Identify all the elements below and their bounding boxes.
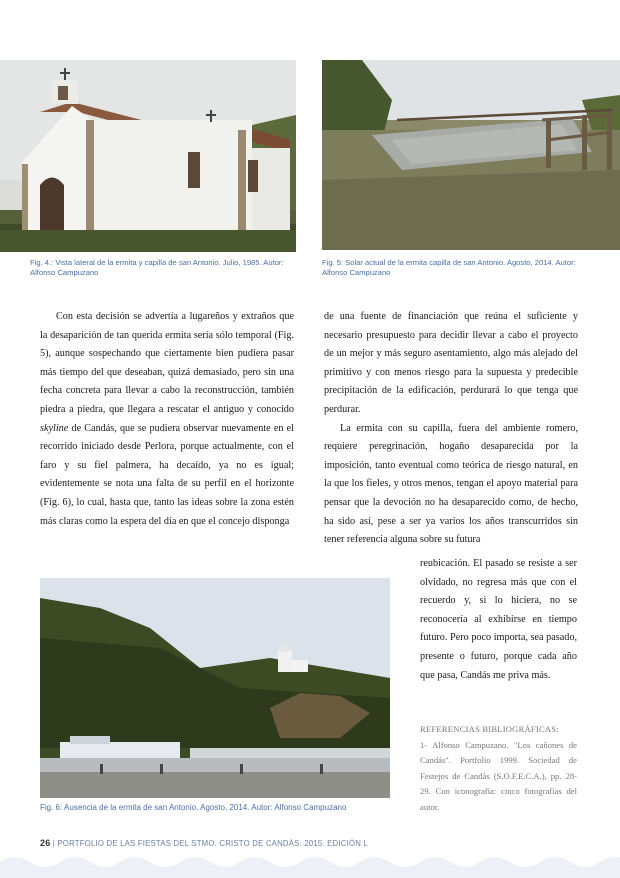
footer-separator: | — [52, 839, 56, 848]
fig6-photo — [40, 578, 390, 798]
fig4-photo — [0, 60, 296, 252]
body-column-1 — [40, 308, 294, 531]
fig4-caption: Fig. 4.: Vista lateral de la ermita y capilla de san Antonio. Julio, 1985. Autor: Alfonso Campuzano — [30, 258, 284, 277]
footer-text: PORTFOLIO DE LAS FIESTAS DEL STMO. CRISTO DE CANDÁS. 2015. EDICIÓN L — [57, 839, 368, 848]
page-footer — [40, 838, 368, 848]
references — [420, 722, 577, 815]
body-paragraph-2: de una fuente de financiación que reúna el suficiente y necesario presupuesto para decidir llevar a cabo el proyecto de un mejor y más seguro asentamiento, algo más alejado del primitivo y con menos riesgo para la supuesta y predecible precipitación de la edificación, perdurará lo que tenga que perdurar. — [324, 311, 578, 415]
fig5-caption: Fig. 5: Solar actual de la ermita capilla de san Antonio. Agosto, 2014. Autor: Alfonso Campuzano — [322, 258, 576, 277]
fig5-photo — [322, 60, 620, 250]
reference-item-1: 1- Alfonso Campuzano. "Los cañones de Candás". Portfolio 1999. Sociedad de Festejos de Candás (S.O.F.E.C.A.), pp. 28-29. Con iconografía: cinco fotografías del autor. — [420, 739, 577, 812]
body-column-3 — [420, 555, 577, 685]
skyline-italic: skyline — [40, 422, 69, 434]
references-title: REFERENCIAS BIBLIOGRÁFICAS: — [420, 724, 559, 734]
body-text-1b: de Candás, que se pudiera observar nuevamente en el recorrido iniciado desde Perlora, porque actualmente, con el faro y su fiel palmera, ha decaído, ya no es igual; evidentemente se nota una falta de su perfil en el horizonte (Fig. 6), lo cual, hasta que, tanto las ideas sobre la zona estén más claras como la espera del día en que el concejo disponga — [40, 422, 294, 527]
page-number: 26 — [40, 838, 51, 848]
footer-wave-decoration — [0, 852, 620, 878]
body-paragraph-4: reubicación. El pasado se resiste a ser olvidado, no regresa más que con el recuerdo y, si lo hiciera, no se reconocería al exhibirse en tiempo futuro. Pero poco importa, sea pasado, presente o futuro, porque cada año que pasa, Candás me priva más. — [420, 558, 577, 681]
body-paragraph-3: La ermita con su capilla, fuera del ambiente romero, requiere peregrinación, hogaño desaparecida por la imposición, tanto eventual como teórica de riesgo natural, en la que los fieles, y otros menos, tengan el apoyo material para pensar que la devoción no ha desaparecido como, de hecho, ha sido así, pese a ser ya varios los años transcurridos sin tener referencia alguna sobre su futura — [324, 422, 578, 546]
body-text-1a: Con esta decisión se advertía a lugareños y extraños que la desaparición de tan querida ermita sería sólo temporal (Fig. 5), aunque sospechando que ciertamente bien pudiera pasar más tiempo del que deseaban, quizá demasiado, pero sin una fecha concreta para llevar a cabo la reconstrucción, también piedra a piedra, que llegara a rescatar el antiguo y conocido — [40, 311, 294, 415]
body-column-2 — [324, 308, 578, 550]
fig6-caption: Fig. 6: Ausencia de la ermita de san Antonio. Agosto, 2014. Autor: Alfonso Campuzano — [40, 803, 347, 812]
